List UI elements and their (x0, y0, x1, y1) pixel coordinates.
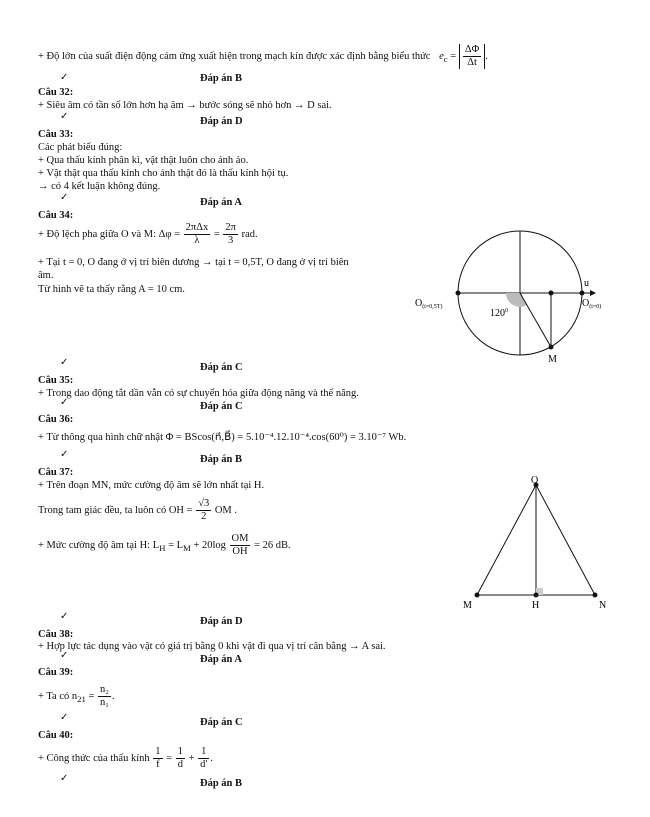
q37-num: √3 (198, 498, 210, 509)
q35-line1: + Trong dao động tắt dần vẫn có sự chuyển hóa giữa động năng và thế năng. (38, 388, 359, 399)
answer-31: Đáp án B (200, 73, 243, 84)
q37-line3 (38, 533, 291, 558)
check-mark: ✓ (60, 611, 69, 622)
q39-line1 (38, 684, 115, 709)
answer-39: Đáp án C (200, 717, 243, 728)
label-o-left (415, 298, 442, 310)
answer-37: Đáp án D (200, 616, 243, 627)
q40-f2n: 1 (177, 746, 183, 757)
q36-line1: + Từ thông qua hình chữ nhật Φ = BScos(n⃗,B⃗) = 5.10⁻⁴.12.10⁻⁴.cos(60⁰) = 3.10⁻⁷ Wb. (38, 432, 407, 443)
emf-line (38, 44, 488, 69)
q40-end: . (210, 752, 213, 764)
q39-sub: 21 (77, 694, 86, 704)
point-o-right (580, 291, 585, 296)
q40-f2d: d (177, 759, 183, 770)
q37-l3s2: M (183, 543, 191, 553)
q32-line1: + Siêu âm có tần số lớn hơn hạ âm → bước sóng sẽ nhỏ hơn → D sai. (38, 100, 332, 111)
point-m (549, 345, 554, 350)
q37-l3e: = 26 dB. (254, 539, 291, 551)
label-angle (490, 308, 508, 319)
q34-text: + Độ lệch pha giữa O và M: (38, 228, 157, 240)
q37-l3b: = L (168, 539, 184, 551)
point-n (593, 593, 598, 598)
q40-eq: = (166, 752, 173, 764)
emf-num: ΔΦ (464, 44, 480, 55)
q40-f1n: 1 (155, 746, 161, 757)
answer-36: Đáp án B (200, 454, 243, 465)
q40-title: Câu 40: (38, 730, 74, 741)
radius-om (520, 293, 551, 347)
q38-title: Câu 38: (38, 629, 74, 640)
q37-l3d: OH (232, 546, 248, 557)
emf-abs (459, 44, 485, 69)
q39-num: n₂ (100, 684, 109, 695)
check-mark: ✓ (60, 192, 69, 203)
q35-title: Câu 35: (38, 375, 74, 386)
q34-n1: 2πΔx (185, 222, 209, 233)
q40-text: + Công thức của thấu kính (38, 752, 150, 764)
check-mark: ✓ (60, 650, 69, 661)
q40-line1 (38, 746, 213, 771)
emf-frac (463, 44, 481, 69)
label-o-right-sub: (t=0) (589, 304, 602, 310)
q34-d2: 3 (228, 235, 234, 246)
axis-arrow (590, 290, 596, 296)
q34-n2: 2π (225, 222, 236, 233)
phase-circle-diagram (410, 228, 630, 366)
answer-38: Đáp án A (200, 654, 243, 665)
q40-frac2 (176, 746, 185, 771)
check-mark: ✓ (60, 72, 69, 83)
q37-frac (196, 498, 211, 523)
label-o-left-sub: (t=0,5T) (422, 304, 443, 310)
check-mark: ✓ (60, 111, 69, 122)
q40-frac3 (198, 746, 209, 771)
label-o: O (531, 475, 539, 486)
q40-f3n: 1 (198, 746, 209, 759)
check-mark: ✓ (60, 449, 69, 460)
check-mark: ✓ (60, 773, 69, 784)
q37-l3a: + Mức cường độ âm tại H: L (38, 539, 160, 551)
triangle-diagram (455, 475, 620, 615)
emf-sub: c (443, 54, 448, 64)
q40-f3d: d' (200, 759, 208, 770)
q39-frac (98, 684, 111, 709)
answer-32: Đáp án D (200, 116, 243, 127)
emf-den: Δt (467, 57, 477, 68)
q37-log-frac (230, 533, 251, 558)
q34-line1 (38, 222, 258, 247)
q34-frac1 (184, 222, 211, 247)
q37-line2-end: OM . (214, 504, 237, 516)
label-angle-deg: 0 (505, 308, 508, 314)
q37-l3n: OM (231, 533, 249, 544)
answer-34: Đáp án C (200, 362, 243, 373)
q34-unit: rad. (241, 228, 258, 240)
q39-end: . (111, 690, 115, 702)
label-o-left-main: O (415, 298, 423, 309)
q33-line4: → có 4 kết luận không đúng. (38, 181, 161, 192)
q39-text: + Ta có n (38, 690, 78, 702)
q37-line2-text: Trong tam giác đều, ta luôn có OH = (38, 504, 193, 516)
point-m (475, 593, 480, 598)
q34-d1: λ (194, 235, 200, 246)
emf-lhs: e (439, 50, 444, 62)
q37-l3s1: H (159, 543, 166, 553)
label-o-right-main: O (582, 298, 590, 309)
q39-eq: = (88, 690, 95, 702)
answer-40: Đáp án B (200, 778, 243, 789)
label-h: H (532, 600, 540, 611)
q37-den: 2 (201, 511, 207, 522)
check-mark: ✓ (60, 712, 69, 723)
answer-35: Đáp án C (200, 401, 243, 412)
emf-text: + Độ lớn của suất điện động cảm ứng xuất hiện trong mạch kín được xác định bằng biểu thức (38, 50, 431, 62)
label-n: N (599, 600, 607, 611)
q34-line3: âm. (38, 270, 54, 281)
q40-frac1 (153, 746, 162, 771)
q38-line1: + Hợp lực tác dụng vào vật có giá trị bằng 0 khi vật đi qua vị trí cân bằng → A sai. (38, 641, 386, 652)
emf-end: . (485, 50, 488, 62)
point-o-left (456, 291, 461, 296)
q40-f1d: f (156, 759, 160, 770)
q39-den: n₁ (100, 697, 109, 708)
q33-line2: + Qua thấu kính phân kì, vật thật luôn cho ảnh ảo. (38, 155, 249, 166)
answer-33: Đáp án A (200, 197, 243, 208)
label-m: M (548, 354, 557, 365)
q34-line4: Từ hình vẽ ta thấy rằng A = 10 cm. (38, 284, 185, 295)
q37-line1: + Trên đoạn MN, mức cường độ âm sẽ lớn nhất tại H. (38, 480, 265, 491)
q34-dphi: Δφ = (158, 228, 181, 240)
check-mark: ✓ (60, 397, 69, 408)
q39-title: Câu 39: (38, 667, 74, 678)
q40-plus: + (188, 752, 195, 764)
q33-line3: + Vật thật qua thấu kính cho ảnh thật đó là thấu kính hội tụ. (38, 168, 289, 179)
q33-line1: Các phát biểu đúng: (38, 142, 123, 153)
label-angle-value: 120 (490, 308, 505, 319)
label-m: M (463, 600, 472, 611)
label-o-right (582, 298, 601, 310)
emf-eq: = (450, 50, 457, 62)
point-projection (549, 291, 554, 296)
point-h (534, 593, 539, 598)
q34-title: Câu 34: (38, 210, 74, 221)
q37-title: Câu 37: (38, 467, 74, 478)
q34-frac2 (223, 222, 238, 247)
q37-line2 (38, 498, 237, 523)
q37-l3c: + 20log (193, 539, 226, 551)
q34-line2: + Tại t = 0, O đang ở vị trí biên dương → tại t = 0,5T, O đang ở vị trí biên (38, 257, 349, 268)
q32-title: Câu 32: (38, 87, 74, 98)
q33-title: Câu 33: (38, 129, 74, 140)
q34-eq: = (213, 228, 220, 240)
check-mark: ✓ (60, 357, 69, 368)
q36-title: Câu 36: (38, 414, 74, 425)
label-u: u (584, 278, 589, 289)
